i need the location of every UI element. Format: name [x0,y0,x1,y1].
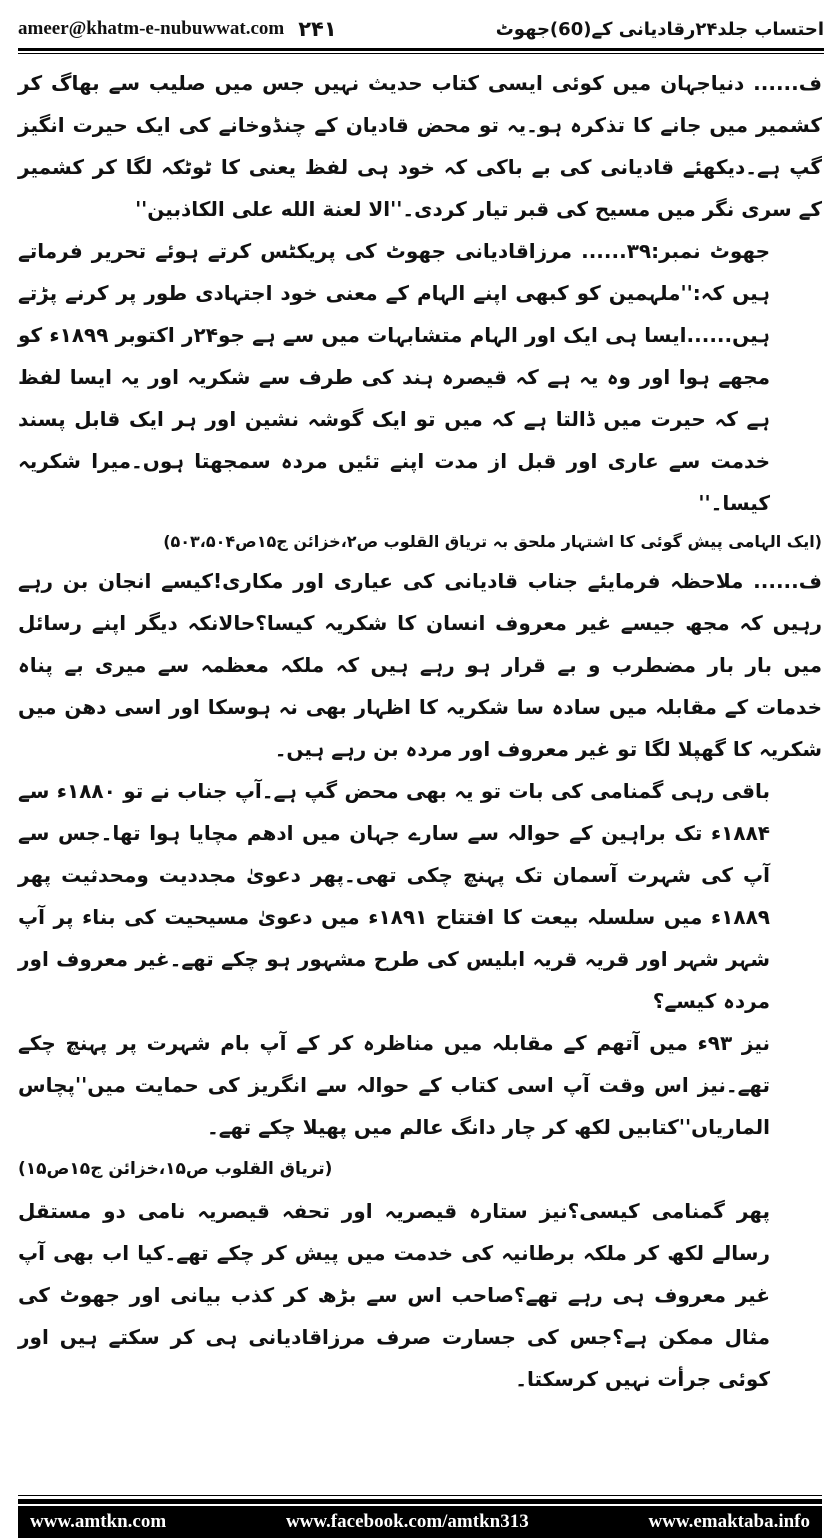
footer-link-emaktaba[interactable]: www.emaktaba.info [648,1511,810,1532]
running-title: احتساب جلد۲۴رقادیانی کے(60)جھوٹ [495,18,824,40]
header-email: ameer@khatm-e-nubuwwat.com [18,18,285,39]
footer-rule-thin [18,1495,822,1496]
footer-link-amtkn[interactable]: www.amtkn.com [30,1511,167,1532]
page-body [18,62,822,1400]
paragraph-6: پھر گمنامی کیسی؟نیز ستارہ قیصریہ اور تحفہ قیصریہ نامی دو مستقل رسالے لکھ کر ملکہ برطانیہ کی خدمت میں پیش کر چکے تھے۔کیا اب بھی آپ غیر معروف ہی رہے تھے؟صاحب اس سے بڑھ کر کذب بیانی اور جھوٹ کی مثال ممکن ہے؟جس کی جسارت صرف مرزاقادیانی ہی کر سکتے ہیں اور کوئی جرأت نہیں کرسکتا۔ [18,1199,770,1391]
footer-rule-thick [18,1499,822,1504]
paragraph-3: ف...... ملاحظہ فرمایئے جناب قادیانی کی عیاری اور مکاری!کیسے انجان بن رہے رہیں کہ مجھ جیسے غیر معروف انسان کا شکریہ کیسا؟حالانکہ دیگر اپنے رسائل میں بار بار مضطرب و بے قرار ہو رہے ہیں کہ ملکہ معظمہ سے میری بے پناہ خدمات کے مقابلہ میں سادہ سا شکریہ کا اظہار بھی نہ ہوسکا اور اسی دھن میں شکریہ کا گھپلا لگا تو غیر معروف اور مردہ بن رہے ہیں۔ [18,569,822,761]
footer-bar [18,1506,822,1538]
page-number: ۲۴۱ [298,17,337,41]
paragraph-5: نیز ۹۳ء میں آتھم کے مقابلہ میں مناظرہ کر کے آپ بام شہرت پر پہنچ چکے تھے۔نیز اس وقت آپ اسی کتاب کے حوالہ سے انگریز کی حمایت میں''پچاس المارياں''کتابیں لکھ کر چار دانگ عالم میں پھیلا چکے تھے۔ [18,1031,771,1139]
header-rule-thin [18,53,824,54]
paragraph-1: ف...... دنیاجہان میں کوئی ایسی کتاب حدیث نہیں جس میں صلیب سے بھاگ کر کشمیر میں جانے کا تذکرہ ہو۔یہ تو محض قادیان کے چنڈوخانے کی ایک حیرت انگیز گپ ہے۔دیکھئے قادیانی کی بے باکی کہ خود ہی لفظ یعنی کا ٹوٹکہ لگا کر کشمیر کے سری نگر میں مسیح کی قبر تیار کردی۔''الا لعنة الله على الكاذبين'' [18,71,822,221]
footer-link-facebook[interactable]: www.facebook.com/amtkn313 [285,1511,529,1532]
reference-2: (تریاق القلوب ص۱۵،خزائن ج۱۵ص۱۵) [18,1159,333,1179]
paragraph-4: باقی رہی گمنامی کی بات تو یہ بھی محض گپ ہے۔آپ جناب نے تو ۱۸۸۰ء سے ۱۸۸۴ء تک براہین کے حوالہ سے سارے جہان میں ادھم مچایا ہوا تھا۔جس سے آپ کی شہرت آسمان تک پہنچ چکی تھی۔پھر دعویٰ مجددیت ومحدثیت پھر ۱۸۸۹ء میں سلسلہ بیعت کا افتتاح ۱۸۹۱ء میں دعویٰ مسیحیت کی بناء پر آپ شہر شہر اور قریہ قریہ ابلیس کی طرح مشہور ہو چکے تھے۔غیر معروف اور مردہ کیسے؟ [18,779,770,1013]
page-header [18,14,824,44]
header-rule-thick [18,48,824,51]
paragraph-2: جھوٹ نمبر:۳۹...... مرزاقادیانی جھوٹ کی پریکٹس کرتے ہوئے تحریر فرماتے ہیں کہ:''ملہمین کو کبھی اپنے الہام کے معنی خود اجتہادی طور پر کرنے پڑتے ہیں......ایسا ہی ایک اور الہام متشابہات میں سے ہے جو۲۴ر اکتوبر ۱۸۹۹ء کو مجھے ہوا اور وہ یہ ہے کہ قیصرہ ہند کی طرف سے شکریہ اور یہ ایسا لفظ ہے کہ حیرت میں ڈالتا ہے کہ میں تو ایک گوشہ نشین اور ہر ایک قابل پسند خدمت سے عاری اور قبل از مدت اپنے تئیں مردہ سمجھتا ہوں۔میرا شکریہ کیسا۔'' [18,239,770,515]
header-left [18,17,337,41]
reference-1: (ایک الہامی پیش گوئی کا اشتہار ملحق بہ تریاق القلوب ص۲،خزائن ج۱۵ص۵۰۳،۵۰۴) [163,532,822,551]
